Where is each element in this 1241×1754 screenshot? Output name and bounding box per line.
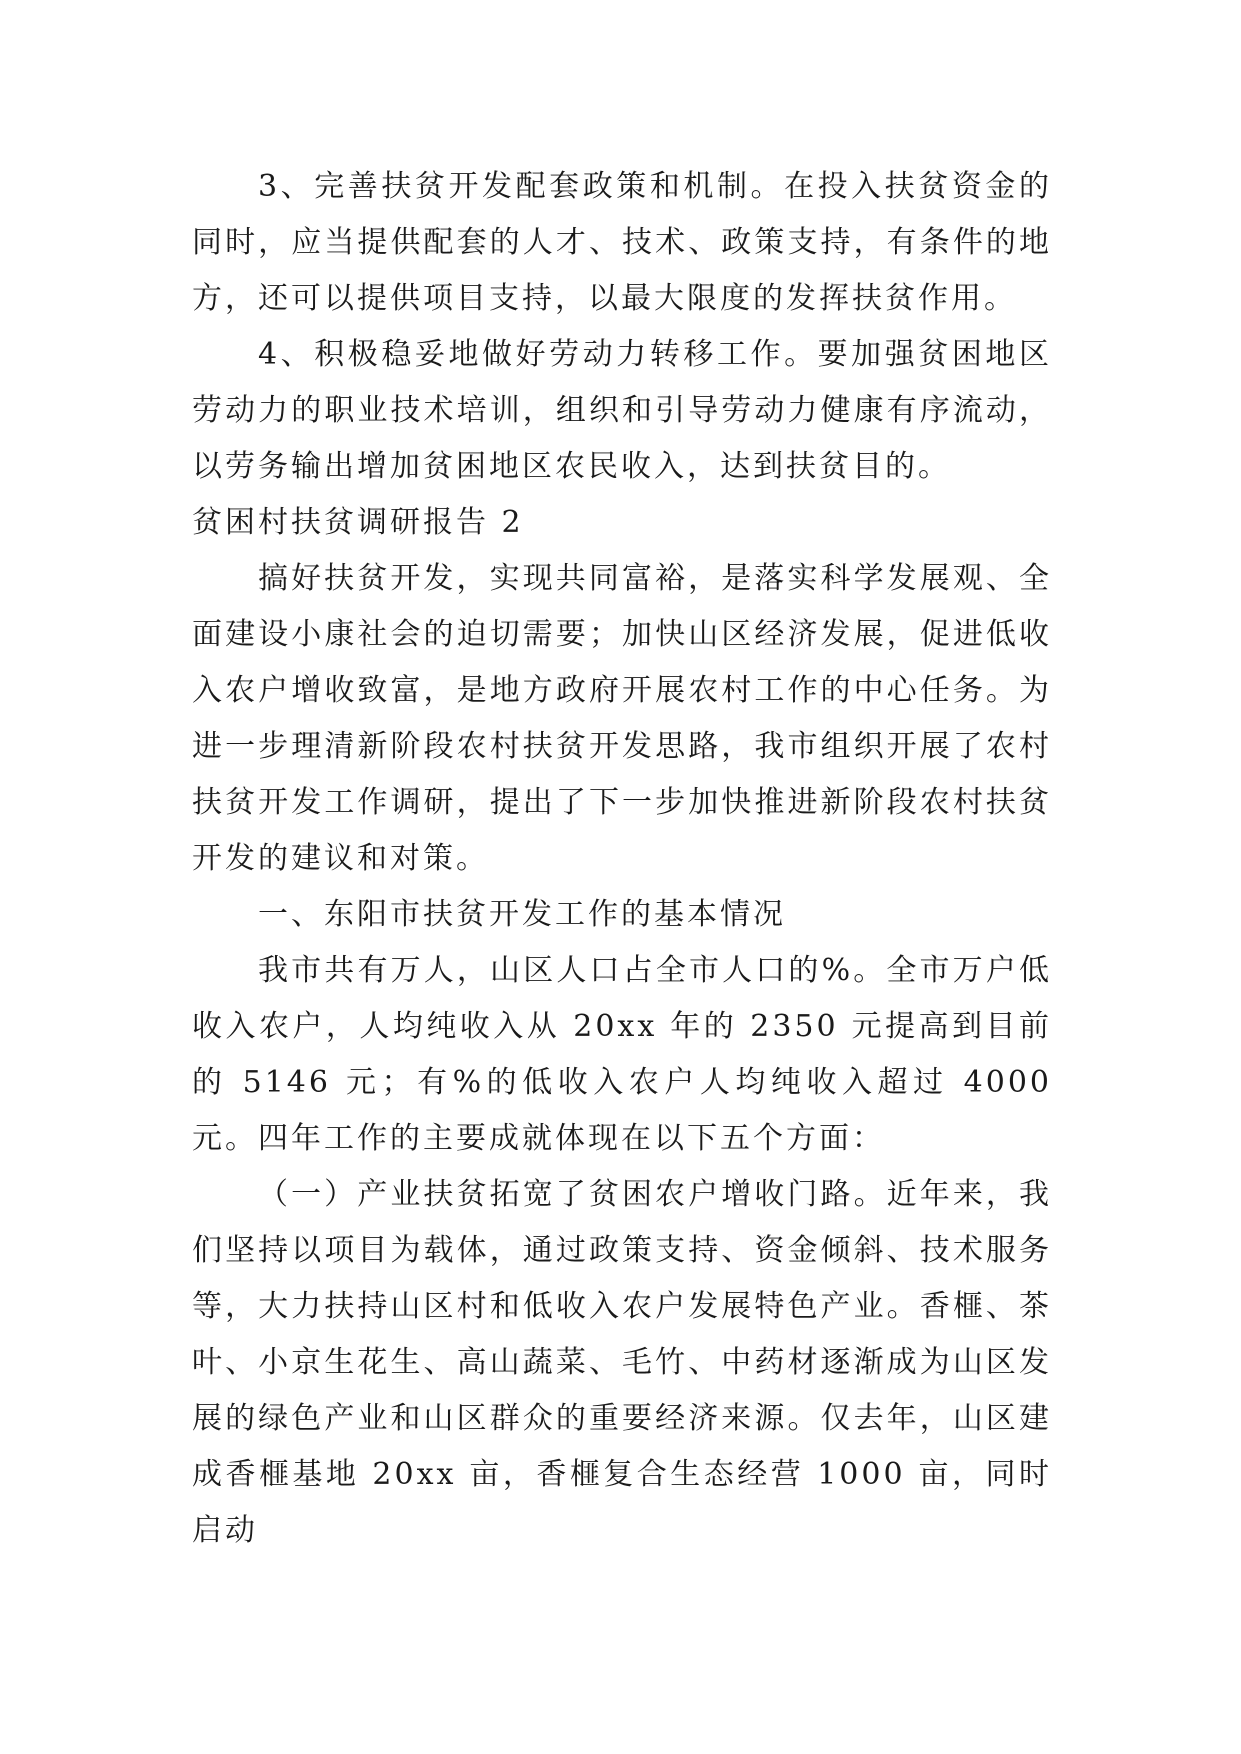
paragraph-statistics: 我市共有万人，山区人口占全市人口的%。全市万户低收入农户，人均纯收入从 20xx 年的 2350 元提高到目前的 5146 元；有%的低收入农户人均纯收入超过 4000 元。四年工作的主要成就体现在以下五个方面：: [192, 953, 1052, 1156]
paragraph-item-4: 4、积极稳妥地做好劳动力转移工作。要加强贫困地区劳动力的职业技术培训，组织和引导劳动力健康有序流动，以劳务输出增加贫困地区农民收入，达到扶贫目的。: [192, 337, 1052, 484]
section-heading: 贫困村扶贫调研报告 2: [192, 505, 524, 540]
subheading-basic-situation: 一、东阳市扶贫开发工作的基本情况: [258, 897, 786, 932]
paragraph-intro: 搞好扶贫开发，实现共同富裕，是落实科学发展观、全面建设小康社会的迫切需要；加快山区经济发展，促进低收入农户增收致富，是地方政府开展农村工作的中心任务。为进一步理清新阶段农村扶贫开发思路，我市组织开展了农村扶贫开发工作调研，提出了下一步加快推进新阶段农村扶贫开发的建议和对策。: [192, 561, 1052, 876]
paragraph-industry-poverty-alleviation: （一）产业扶贫拓宽了贫困农户增收门路。近年来，我们坚持以项目为载体，通过政策支持、资金倾斜、技术服务等，大力扶持山区村和低收入农户发展特色产业。香榧、茶叶、小京生花生、高山蔬菜、毛竹、中药材逐渐成为山区发展的绿色产业和山区群众的重要经济来源。仅去年，山区建成香榧基地 20xx 亩，香榧复合生态经营 1000 亩，同时启动: [192, 1177, 1052, 1548]
paragraph-item-3: 3、完善扶贫开发配套政策和机制。在投入扶贫资金的同时，应当提供配套的人才、技术、政策支持，有条件的地方，还可以提供项目支持，以最大限度的发挥扶贫作用。: [192, 169, 1052, 316]
document-body: [192, 159, 1052, 1559]
